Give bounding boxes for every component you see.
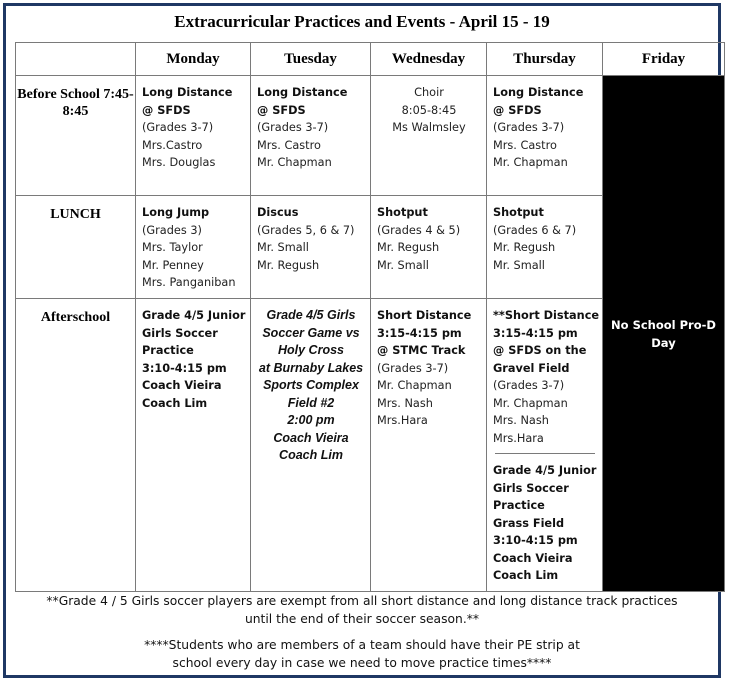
friday-line-2: Pro-D Day <box>651 317 716 350</box>
cell-line: Choir <box>414 86 444 99</box>
cell-line: Mr. Chapman <box>493 396 568 410</box>
cell-line: Coach Vieira <box>142 379 222 392</box>
cell-line: Mrs. Castro <box>257 138 321 152</box>
cell-line: Gravel Field <box>493 361 570 375</box>
cell-line: @ SFDS on the <box>493 344 587 357</box>
cell-line: @ SFDS <box>142 103 191 117</box>
cell-line: Mr. Penney <box>142 258 204 272</box>
cell-line: (Grades 3-7) <box>142 121 214 134</box>
cell-line: Mrs. Nash <box>493 414 549 427</box>
footnote-line: school every day in case we need to move practice times**** <box>172 656 552 670</box>
cell-line: Mr. Chapman <box>377 379 452 392</box>
cell-line: Long Distance <box>493 86 584 99</box>
day-header-tuesday: Tuesday <box>251 43 371 76</box>
cell-before-monday <box>136 76 251 196</box>
row-label-line: Before School <box>17 87 100 102</box>
thursday-soccer-block <box>493 462 597 585</box>
cell-line: Mrs.Hara <box>493 431 544 445</box>
cell-line: Mr. Small <box>257 241 309 254</box>
cell-after-wednesday <box>371 299 487 592</box>
cell-line: Shotput <box>493 206 544 219</box>
cell-line: (Grades 4 & 5) <box>377 223 461 237</box>
cell-line: @ SFDS <box>493 103 542 117</box>
cell-line: Holy Cross <box>278 343 344 357</box>
footnote-line: until the end of their soccer season.** <box>244 612 480 626</box>
page-title: Extracurricular Practices and Events - April 15 - 19 <box>174 12 550 31</box>
corner-cell <box>16 43 136 76</box>
footnote-line: **Grade 4 / 5 Girls soccer players are exempt from all short distance and long distance track practices <box>46 594 678 608</box>
cell-line: 8:05-8:45 <box>401 103 457 117</box>
cell-line: Grade 4/5 Junior <box>493 464 597 477</box>
cell-line: Mr. Small <box>493 258 545 272</box>
row-label-lunch <box>16 196 136 299</box>
cell-line: Coach Vieira <box>273 430 349 445</box>
cell-line: Field #2 <box>287 395 335 410</box>
cell-line: Long Distance <box>142 86 233 99</box>
cell-line: Soccer Game vs <box>262 325 360 340</box>
cell-line: Girls Soccer <box>142 326 218 340</box>
footnote-line: ****Students who are members of a team should have their PE strip at <box>144 638 580 652</box>
day-header-monday: Monday <box>136 43 251 76</box>
cell-lunch-thursday <box>487 196 603 299</box>
cell-line: Coach Lim <box>142 396 208 410</box>
footnote-pe-strip <box>6 636 718 672</box>
cell-line: 3:15-4:15 pm <box>493 326 578 340</box>
cell-line: Girls Soccer <box>493 481 569 495</box>
cell-line: Mr. Chapman <box>257 156 332 169</box>
cell-line: Mr. Chapman <box>493 156 568 169</box>
cell-line: 3:10-4:15 pm <box>142 361 227 375</box>
row-label-line: Afterschool <box>40 310 111 325</box>
cell-line: Mrs.Hara <box>377 414 428 427</box>
cell-line: 2:00 pm <box>287 413 335 427</box>
day-header-friday: Friday <box>603 43 725 76</box>
cell-line: Short Distance <box>377 309 472 322</box>
cell-after-thursday <box>487 299 603 592</box>
cell-line: Long Distance <box>257 86 348 99</box>
cell-line: Mr. Regush <box>257 258 320 272</box>
row-label-line: LUNCH <box>50 207 101 222</box>
cell-line: (Grades 3-7) <box>257 121 329 134</box>
cell-line: Coach Lim <box>279 448 343 462</box>
cell-line: at Burnaby Lakes <box>258 360 364 375</box>
cell-line: Sports Complex <box>263 378 359 392</box>
friday-line-1: No School <box>611 317 676 332</box>
cell-line: Mrs. Taylor <box>142 241 203 254</box>
cell-lunch-monday <box>136 196 251 299</box>
cell-line: Coach Lim <box>493 569 559 582</box>
cell-line: Grade 4/5 Girls <box>266 308 356 322</box>
cell-line: Mr. Regush <box>377 241 440 254</box>
cell-line: (Grades 3-7) <box>493 121 565 134</box>
cell-line: **Short Distance <box>493 309 600 322</box>
cell-line: Mr. Regush <box>493 241 556 254</box>
thursday-divider <box>495 453 595 454</box>
cell-after-tuesday <box>251 299 371 592</box>
day-header-wednesday: Wednesday <box>371 43 487 76</box>
cell-line: Grade 4/5 Junior <box>142 309 246 322</box>
cell-line: Mrs. Castro <box>493 138 557 152</box>
row-before-school <box>16 76 725 196</box>
cell-line: Discus <box>257 206 299 219</box>
cell-line: Shotput <box>377 206 428 219</box>
row-label-before-school <box>16 76 136 196</box>
cell-lunch-wednesday <box>371 196 487 299</box>
cell-line: Mrs. Panganiban <box>142 276 236 289</box>
schedule-frame <box>3 3 721 678</box>
cell-after-monday <box>136 299 251 592</box>
cell-line: (Grades 3-7) <box>377 361 449 375</box>
cell-before-tuesday <box>251 76 371 196</box>
cell-before-wednesday <box>371 76 487 196</box>
cell-line: Grass Field <box>493 516 565 530</box>
cell-before-thursday <box>487 76 603 196</box>
cell-line: Coach Vieira <box>493 551 573 565</box>
cell-line: Practice <box>493 499 545 512</box>
schedule-table <box>15 42 725 592</box>
row-label-line: 7:45-8:45 <box>62 87 134 119</box>
cell-line: @ STMC Track <box>377 344 466 357</box>
cell-line: 3:15-4:15 pm <box>377 326 462 340</box>
cell-line: (Grades 3-7) <box>493 379 565 392</box>
header-row <box>16 43 725 76</box>
cell-line: @ SFDS <box>257 103 306 117</box>
day-header-thursday: Thursday <box>487 43 603 76</box>
cell-line: Mrs. Nash <box>377 396 433 410</box>
cell-line: Mr. Small <box>377 258 429 272</box>
thursday-short-distance-block <box>493 307 600 447</box>
row-label-afterschool <box>16 299 136 592</box>
cell-line: (Grades 6 & 7) <box>493 223 577 237</box>
friday-no-school-cell <box>603 76 725 592</box>
cell-lunch-tuesday <box>251 196 371 299</box>
cell-line: (Grades 3) <box>142 223 202 237</box>
cell-line: Mrs. Douglas <box>142 156 216 169</box>
cell-line: Ms Walmsley <box>392 121 466 134</box>
cell-line: (Grades 5, 6 & 7) <box>257 223 355 237</box>
cell-line: Practice <box>142 344 194 357</box>
footnote-exempt <box>6 592 718 628</box>
cell-line: 3:10-4:15 pm <box>493 534 578 547</box>
cell-line: Long Jump <box>142 206 210 219</box>
cell-line: Mrs.Castro <box>142 138 203 152</box>
